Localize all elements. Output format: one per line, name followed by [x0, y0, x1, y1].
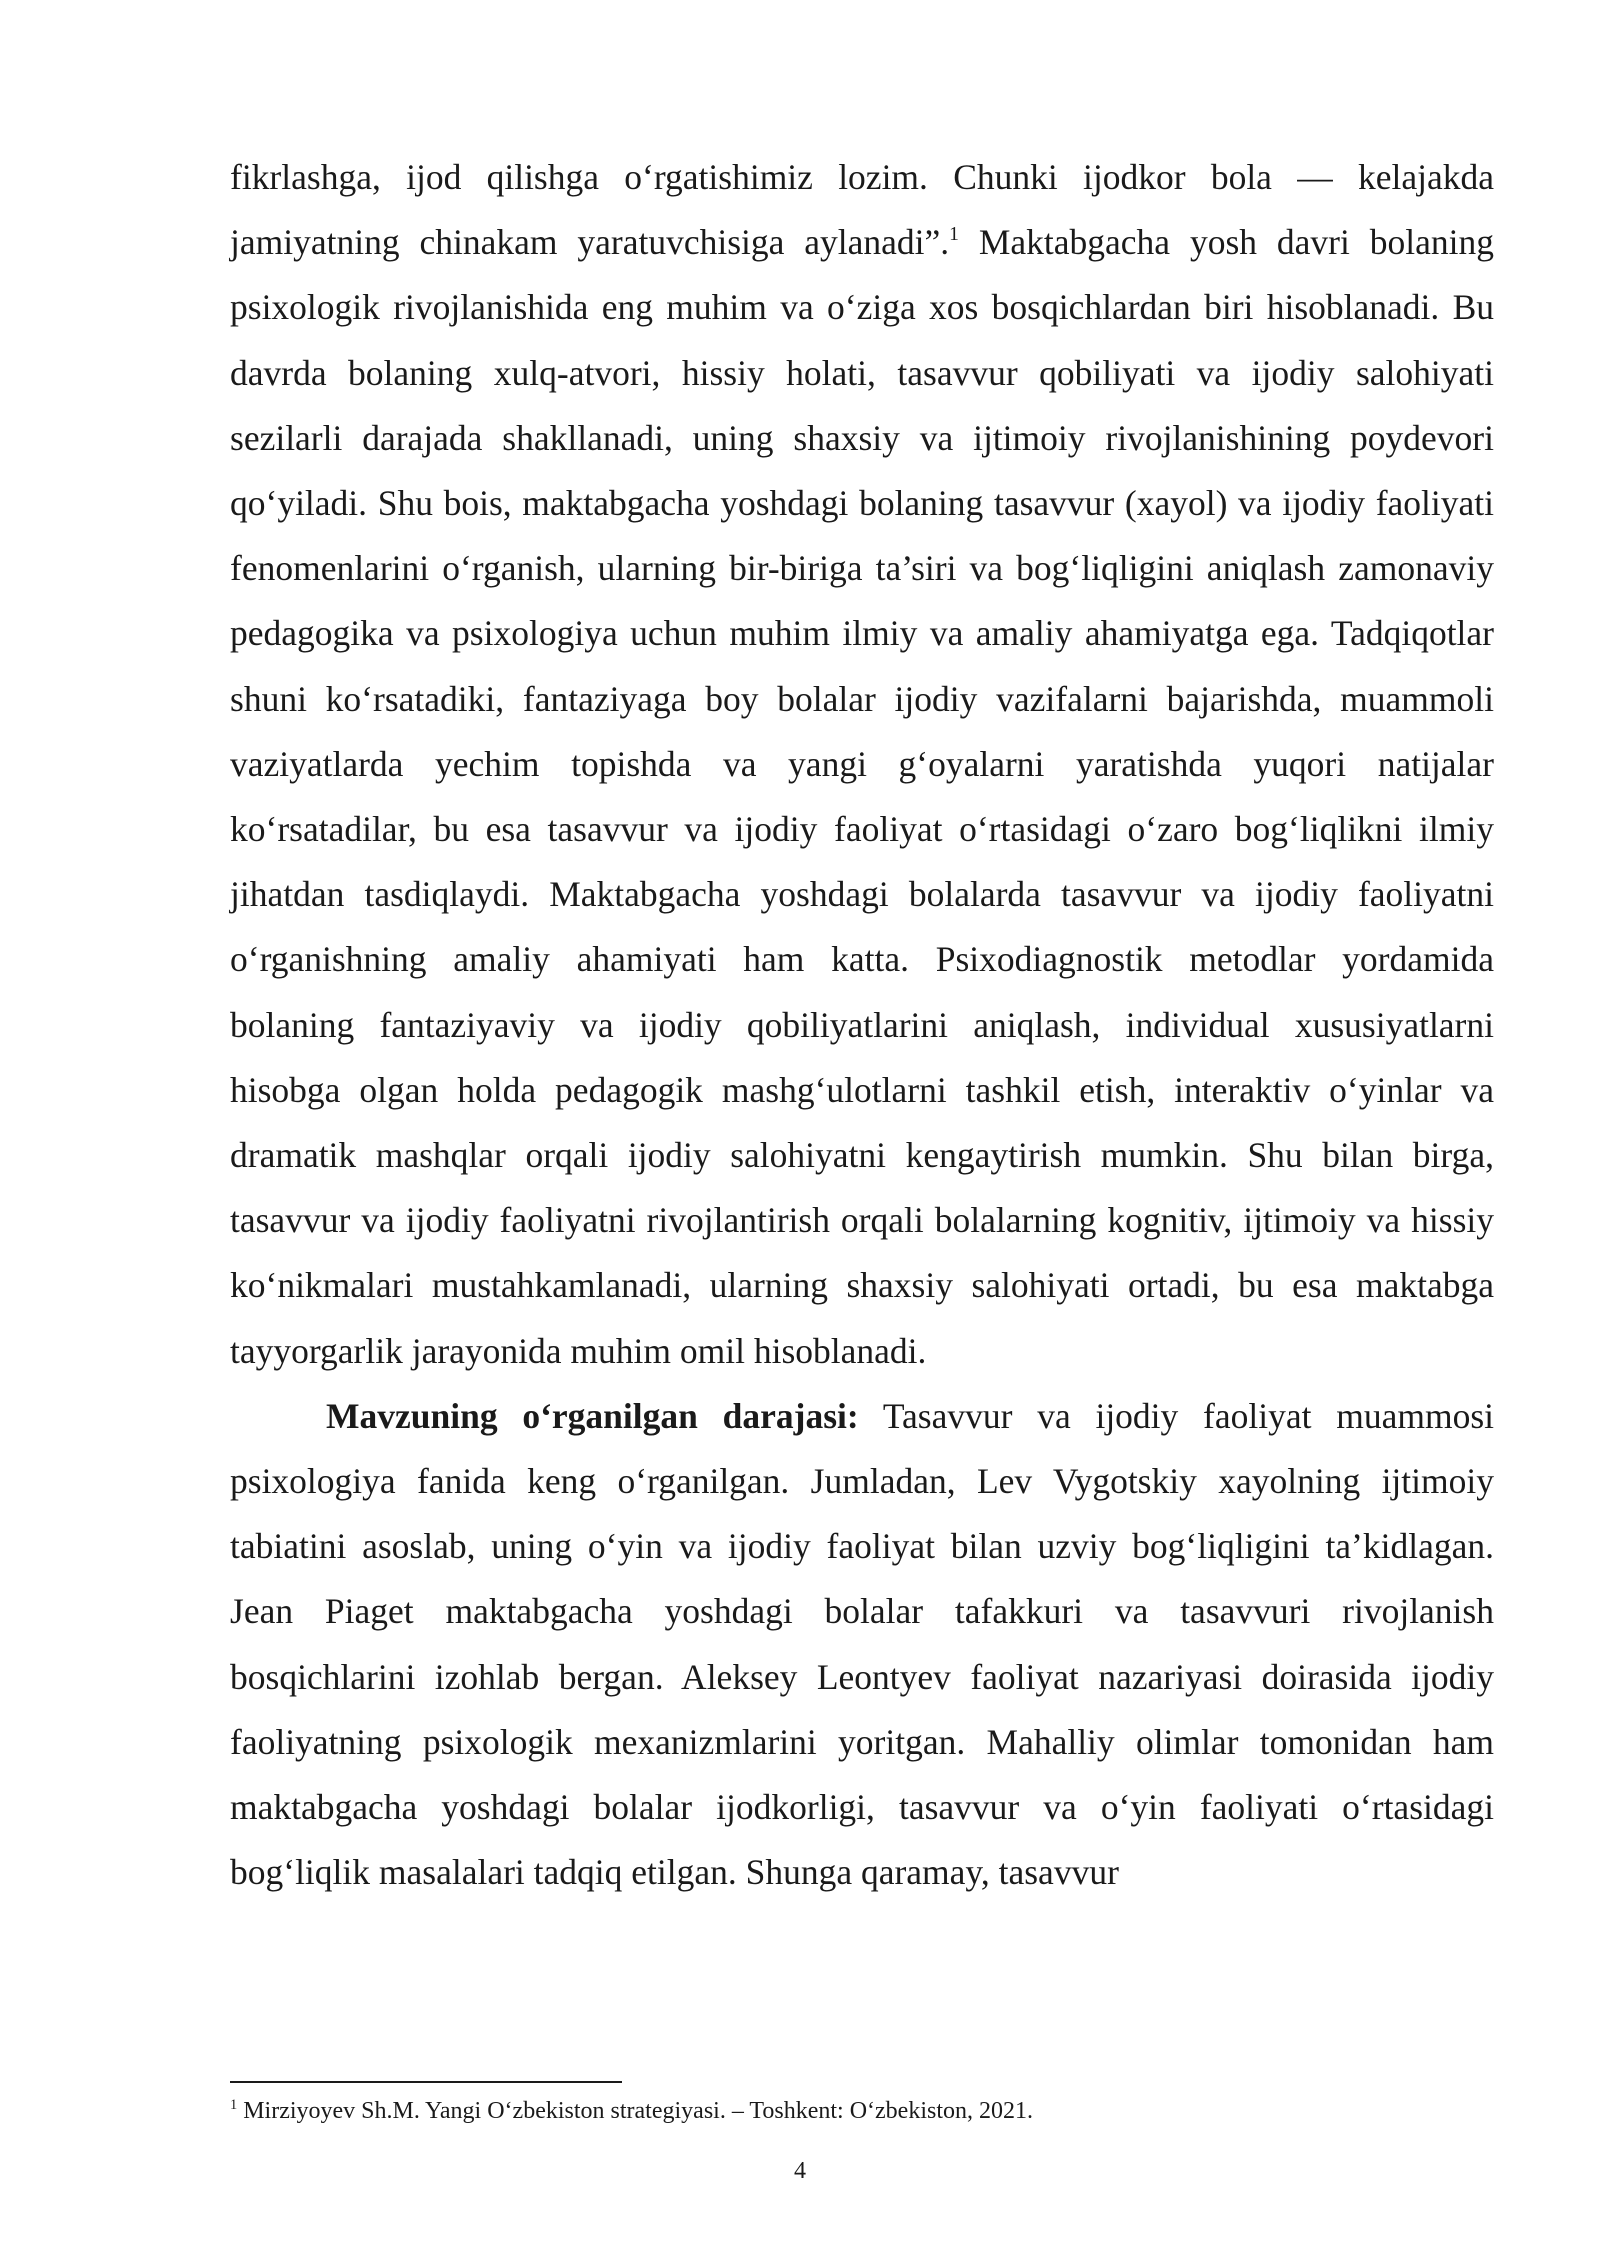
- footnote-separator: [230, 2081, 622, 2083]
- footnote-text: Mirziyoyev Sh.M. Yangi O‘zbekiston strategiyasi. – Toshkent: O‘zbekiston, 2021.: [243, 2098, 1034, 2124]
- footnote-marker: 1: [230, 2097, 238, 2114]
- page-number: 4: [794, 2158, 806, 2184]
- main-text: [230, 145, 1494, 1905]
- section-heading-inline: Mavzuning o‘rganilgan darajasi:: [326, 1395, 859, 1436]
- paragraph-1-text-start: fikrlashga, ijod qilishga o‘rgatishimiz lozim. Chunki ijodkor bola — kelajakda jamiyatning chinakam yaratuvchisiga aylanadi”.: [230, 157, 1494, 263]
- paragraph-2: [230, 1384, 1494, 1906]
- footnote: [230, 2096, 1494, 2126]
- paragraph-2-text: Tasavvur va ijodiy faoliyat muammosi psixologiya fanida keng o‘rganilgan. Jumladan, Lev Vygotskiy xayolning ijtimoiy tabiatini asoslab, uning o‘yin va ijodiy faoliyat bilan uzviy bog‘liqligini ta’kidlagan. Jean Piaget maktabgacha yoshdagi bolalar tafakkuri va tasavvuri rivojlanish bosqichlarini izohlab bergan. Aleksey Leontyev faoliyat nazariyasi doirasida ijodiy faoliyatning psixologik mexanizmlarini yoritgan. Mahalliy olimlar tomonidan ham maktabgacha yoshdagi bolalar ijodkorligi, tasavvur va o‘yin faoliyati o‘rtasidagi bog‘liqlik masalalari tadqiq etilgan. Shunga qaramay, tasavvur: [230, 1395, 1494, 1893]
- footnote-reference: 1: [949, 223, 959, 245]
- paragraph-1-text-rest: Maktabgacha yosh davri bolaning psixologik rivojlanishida eng muhim va o‘ziga xos bosqichlardan biri hisoblanadi. Bu davrda bolaning xulq-atvori, hissiy holati, tasavvur qobiliyati va ijodiy salohiyati sezilarli darajada shakllanadi, uning shaxsiy va ijtimoiy rivojlanishining poydevori qo‘yiladi. Shu bois, maktabgacha yoshdagi bolaning tasavvur (xayol) va ijodiy faoliyati fenomenlarini o‘rganish, ularning bir-biriga ta’siri va bog‘liqligini aniqlash zamonaviy pedagogika va psixologiya uchun muhim ilmiy va amaliy ahamiyatga ega. Tadqiqotlar shuni ko‘rsatadiki, fantaziyaga boy bolalar ijodiy vazifalarni bajarishda, muammoli vaziyatlarda yechim topishda va yangi g‘oyalarni yaratishda yuqori natijalar ko‘rsatadilar, bu esa tasavvur va ijodiy faoliyat o‘rtasidagi o‘zaro bog‘liqlikni ilmiy jihatdan tasdiqlaydi. Maktabgacha yoshdagi bolalarda tasavvur va ijodiy faoliyatni o‘rganishning amaliy ahamiyati ham katta. Psixodiagnostik metodlar yordamida bolaning fantaziyaviy va ijodiy qobiliyatlarini aniqlash, individual xususiyatlarni hisobga olgan holda pedagogik mashg‘ulotlarni tashkil etish, interaktiv o‘yinlar va dramatik mashqlar orqali ijodiy salohiyatni kengaytirish mumkin. Shu bilan birga, tasavvur va ijodiy faoliyatni rivojlantirish orqali bolalarning kognitiv, ijtimoiy va hissiy ko‘nikmalari mustahkamlanadi, ularning shaxsiy salohiyati ortadi, bu esa maktabga tayyorgarlik jarayonida muhim omil hisoblanadi.: [230, 222, 1494, 1371]
- paragraph-1: [230, 145, 1494, 1384]
